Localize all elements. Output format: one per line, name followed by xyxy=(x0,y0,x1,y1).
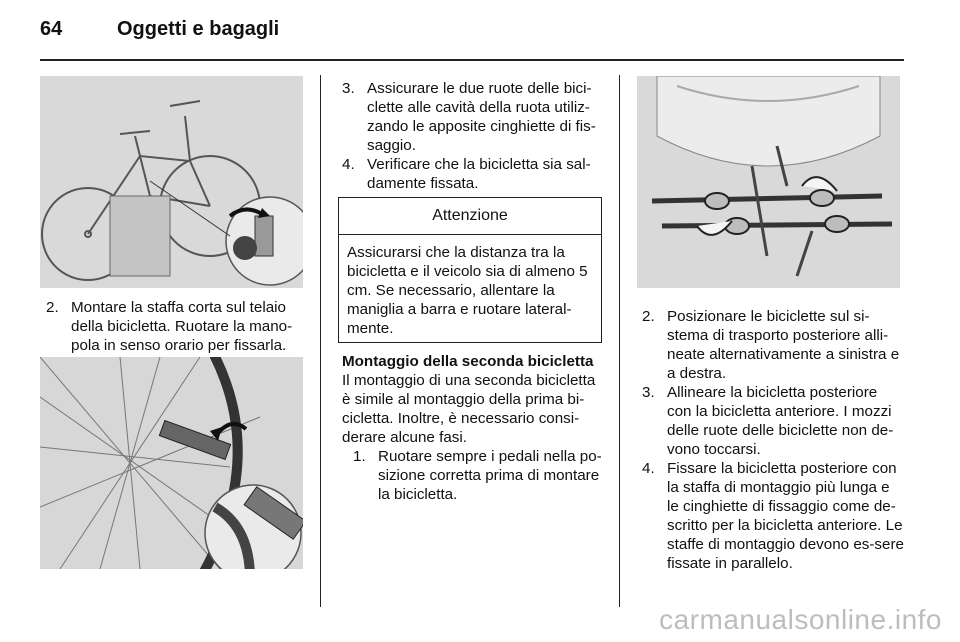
illustration-two-bikes-top-view xyxy=(637,76,900,288)
step-text: Montare la staffa corta sul telaio della bicicletta. Ruotare la mano-pola in senso orario per fissarla. xyxy=(71,299,293,354)
step-text: Assicurare le due ruote delle bici-clette alle cavità della ruota utiliz-zando le apposite cinghiette di fis-saggio. xyxy=(367,80,596,154)
list-item-middle-step4 xyxy=(342,155,604,193)
warning-text: Assicurarsi che la distanza tra la bicicletta e il veicolo sia di almeno 5 cm. Se necessario, allentare la maniglia a barra e ruotare lateral-mente. xyxy=(347,244,588,337)
section-heading: Montaggio della seconda bicicletta xyxy=(342,353,594,370)
list-item-left-step2 xyxy=(46,298,306,355)
list-item-right-step2 xyxy=(642,307,904,383)
list-item-middle-step1 xyxy=(353,447,605,504)
step-number: 4. xyxy=(342,156,355,173)
illustration-wheel-strap xyxy=(40,357,303,569)
column-divider-right xyxy=(619,75,620,607)
step-text: Verificare che la bicicletta sia sal-damente fissata. xyxy=(367,156,591,192)
step-text: Fissare la bicicletta posteriore con la staffa di montaggio più lunga e le cinghiette di fissaggio come de-scritto per la bicicletta anteriore. Le staffe di montaggio devono es-sere fissate in parallelo. xyxy=(667,460,904,572)
step-number: 4. xyxy=(642,460,655,477)
watermark: carmanualsonline.info xyxy=(659,604,942,635)
step-number: 2. xyxy=(46,299,59,316)
list-item-right-step4 xyxy=(642,459,904,573)
step-number: 2. xyxy=(642,308,655,325)
page-title: Oggetti e bagagli xyxy=(117,18,280,40)
wheel-strap-illustration xyxy=(40,357,303,569)
two-bikes-illustration xyxy=(637,76,900,288)
step-number: 1. xyxy=(353,448,366,465)
page-number: 64 xyxy=(40,18,63,40)
section-paragraph: Il montaggio di una seconda bicicletta è simile al montaggio della prima bi-cicletta. Inoltre, è necessario consi-derare alcune fasi. xyxy=(342,372,596,446)
step-number: 3. xyxy=(642,384,655,401)
bike-rack-illustration xyxy=(40,76,303,288)
header-rule xyxy=(40,59,904,61)
step-text: Allineare la bicicletta posteriore con la bicicletta anteriore. I mozzi delle ruote delle biciclette non de-vono toccarsi. xyxy=(667,384,894,458)
step-number: 3. xyxy=(342,80,355,97)
warning-box xyxy=(338,197,602,343)
step-text: Ruotare sempre i pedali nella po-sizione corretta prima di montare la bicicletta. xyxy=(378,448,602,503)
list-item-right-step3 xyxy=(642,383,904,459)
warning-title: Attenzione xyxy=(339,198,601,235)
list-item-middle-step3 xyxy=(342,79,604,155)
column-divider-left xyxy=(320,75,321,607)
illustration-bike-mounting-knob xyxy=(40,76,303,288)
step-text: Posizionare le biciclette sul si-stema di trasporto posteriore alli-neate alternativamente a sinistra e a destra. xyxy=(667,308,900,382)
